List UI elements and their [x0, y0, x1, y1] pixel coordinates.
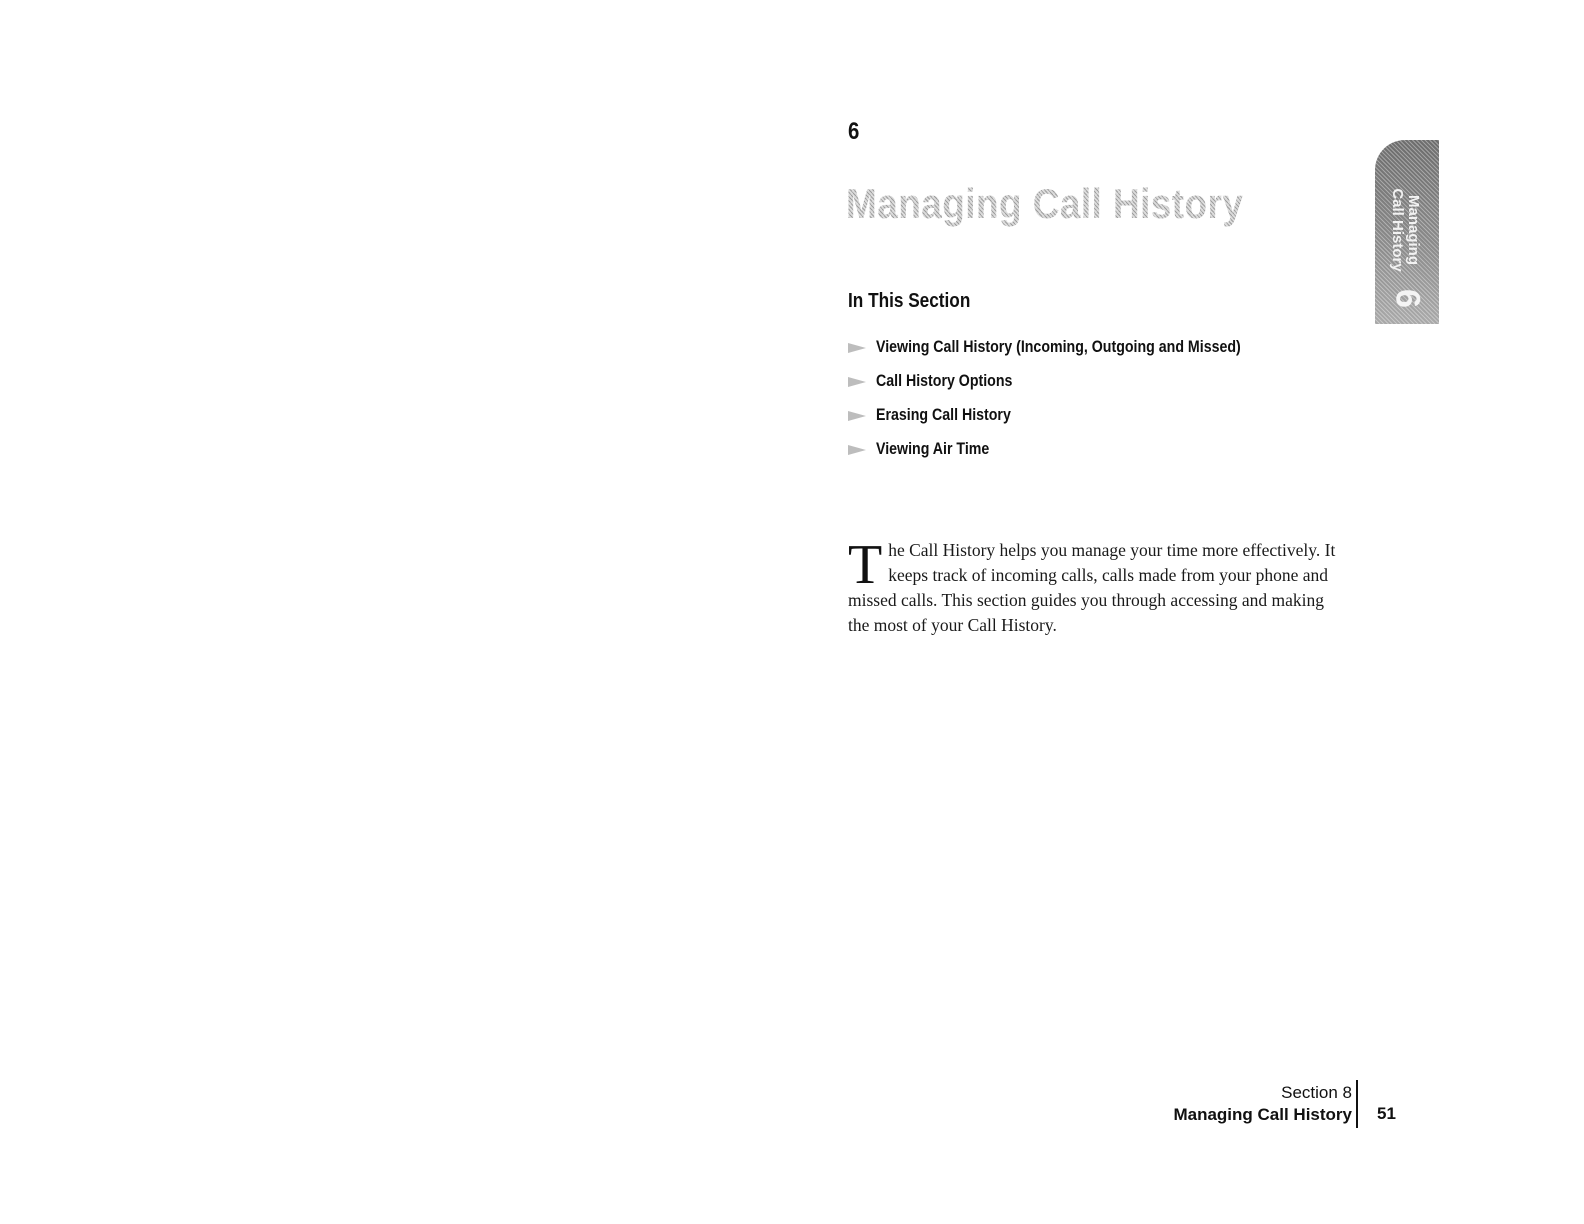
intro-paragraph: [848, 534, 1348, 638]
footer-divider: [1356, 1080, 1358, 1128]
topic-label: Viewing Air Time: [876, 440, 990, 458]
topic-label: Call History Options: [876, 372, 1013, 390]
footer-chapter-title: Managing Call History: [1173, 1105, 1352, 1124]
arrow-bullet-icon: [848, 343, 866, 353]
side-tab-line: Call History: [1389, 188, 1406, 272]
chapter-title: Managing Call History: [846, 180, 1244, 227]
arrow-bullet-icon: [848, 377, 866, 387]
drop-cap: T: [848, 534, 883, 596]
intro-text: he Call History helps you manage your time more effectively. It keeps track of incoming calls, calls made from your phone and missed calls. This section guides you through accessing and making the most of your Call History.: [848, 540, 1336, 635]
chapter-number: 6: [848, 118, 860, 145]
in-this-section-heading: In This Section: [848, 290, 971, 312]
topic-label: Viewing Call History (Incoming, Outgoing and Missed): [876, 338, 1241, 356]
side-tab-number: 6: [1388, 289, 1427, 308]
arrow-bullet-icon: [848, 445, 866, 455]
page-number: 51: [1377, 1104, 1396, 1123]
arrow-bullet-icon: [848, 411, 866, 421]
side-tab-line: Managing: [1405, 195, 1422, 265]
topic-label: Erasing Call History: [876, 406, 1011, 424]
chapter-side-tab: [1375, 140, 1439, 324]
page-footer: [1173, 1082, 1352, 1126]
footer-section-label: Section 8: [1281, 1083, 1352, 1102]
